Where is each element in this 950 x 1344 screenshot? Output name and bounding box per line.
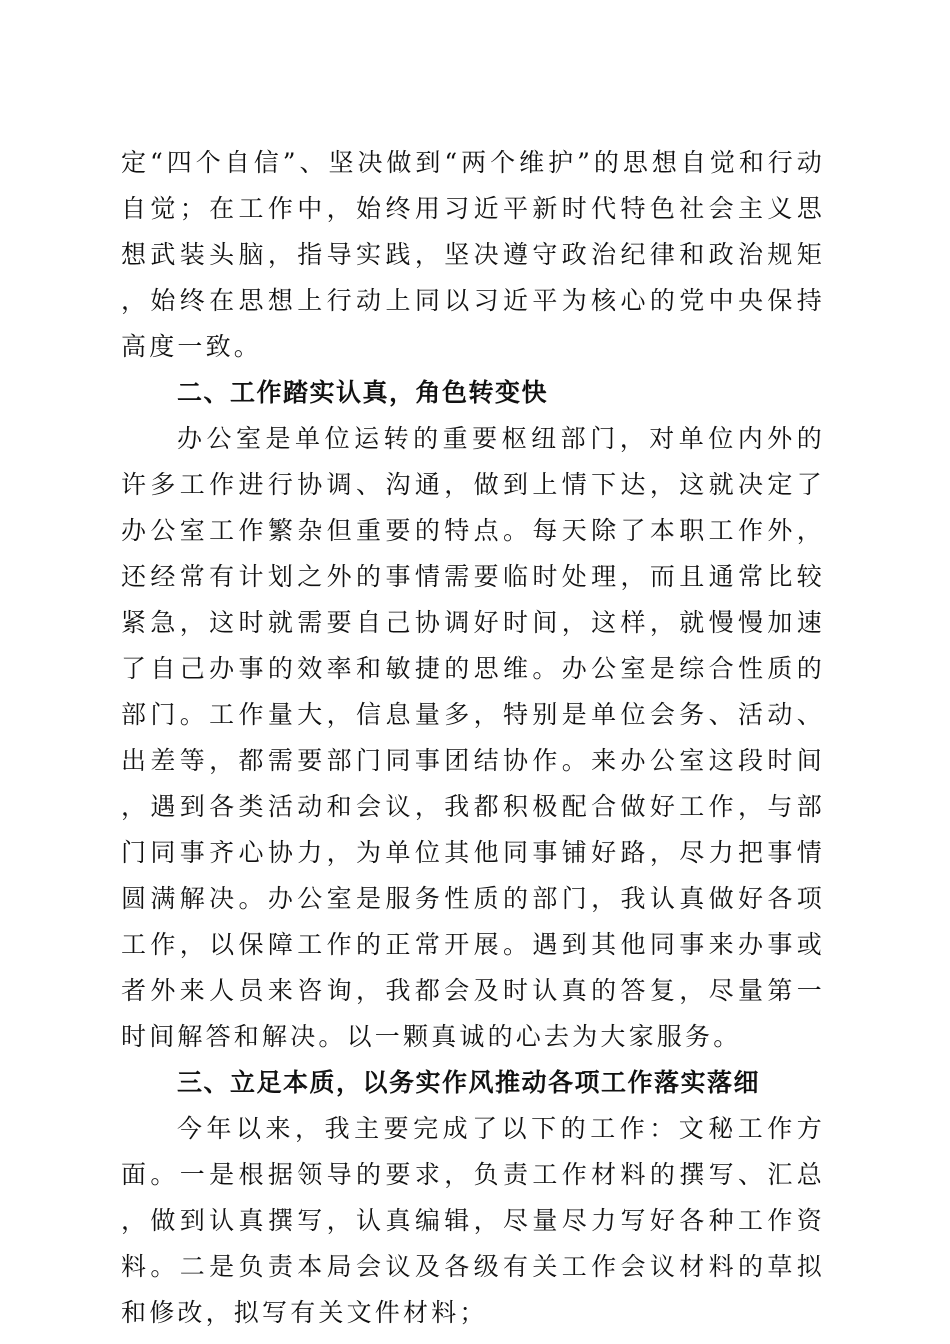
section-heading-work-implementation: 三、立足本质，以务实作风推动各项工作落实落细 [177,1068,761,1097]
paragraph-office-duties: 办公室是单位运转的重要枢纽部门，对单位内外的许多工作进行协调、沟通，做到上情下达，这就决定了办公室工作繁杂但重要的特点。每天除了本职工作外，还经常有计划之外的事情需要临时处理，而且通常比较紧急，这时就需要自己协调好时间，这样，就慢慢加速了自己办事的效率和敏捷的思维。办公室是综合性质的部门。工作量大，信息量多，特别是单位会务、活动、出差等，都需要部门同事团结协作。来办公室这段时间，遇到各类活动和会议，我都积极配合做好工作，与部门同事齐心协力，为单位其他同事铺好路，尽力把事情圆满解决。办公室是服务性质的部门，我认真做好各项工作，以保障工作的正常开展。遇到其他同事来办事或者外来人员来咨询，我都会及时认真的答复，尽量第一时间解答和解决。以一颗真诚的心去为大家服务。 [121,424,825,1051]
paragraph-political-awareness: 定“四个自信”、坚决做到“两个维护”的思想自觉和行动自觉；在工作中，始终用习近平新时代特色社会主义思想武装头脑，指导实践，坚决遵守政治纪律和政治规矩，始终在思想上行动上同以习近平为核心的党中央保持高度一致。 [121,148,825,361]
document-body [121,140,825,1336]
paragraph-work-completed: 今年以来，我主要完成了以下的工作：文秘工作方面。一是根据领导的要求，负责工作材料的撰写、汇总，做到认真撰写，认真编辑，尽量尽力写好各种工作资料。二是负责本局会议及各级有关工作会议材料的草拟和修改，拟写有关文件材料； [121,1114,825,1327]
section-heading-work-attitude: 二、工作踏实认真，角色转变快 [177,378,549,407]
